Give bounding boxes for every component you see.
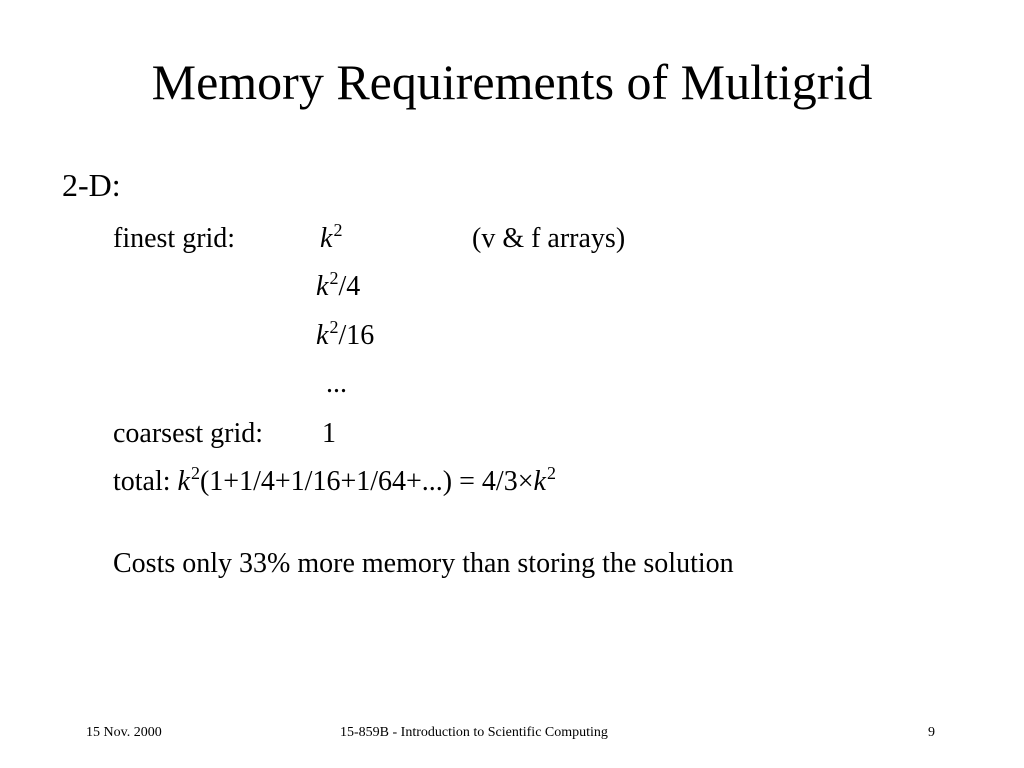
- finest-grid-value: [320, 222, 342, 258]
- slide-title: Memory Requirements of Multigrid: [151, 54, 873, 110]
- var-k: k: [533, 466, 546, 497]
- exponent: 2: [329, 268, 339, 288]
- total-line: [113, 465, 556, 501]
- footer-date: 15 Nov. 2000: [86, 725, 162, 740]
- grid-level-3: [316, 319, 374, 355]
- footer-page-number: 9: [928, 725, 935, 740]
- coarsest-grid-value: 1: [322, 418, 336, 449]
- footer-course: 15-859B - Introduction to Scientific Computing: [340, 725, 608, 740]
- conclusion-text: Costs only 33% more memory than storing the solution: [113, 548, 734, 579]
- exponent: 2: [546, 463, 556, 483]
- total-label: total:: [113, 466, 178, 497]
- exponent: 2: [190, 463, 200, 483]
- exponent: 2: [329, 317, 339, 337]
- divisor: /4: [338, 271, 361, 302]
- ellipsis: ...: [326, 368, 347, 399]
- finest-grid-label: finest grid:: [113, 223, 236, 254]
- divisor: /16: [338, 320, 375, 351]
- section-label: 2-D:: [62, 167, 121, 203]
- coarsest-grid-label: coarsest grid:: [113, 418, 264, 449]
- var-k: k: [320, 223, 333, 254]
- var-k: k: [316, 320, 329, 351]
- var-k: k: [316, 271, 329, 302]
- var-k: k: [177, 466, 190, 497]
- grid-level-2: [316, 270, 360, 306]
- finest-grid-note: (v & f arrays): [472, 223, 626, 254]
- exponent: 2: [333, 220, 343, 240]
- total-expression: (1+1/4+1/16+1/64+...) = 4/3×: [199, 466, 534, 497]
